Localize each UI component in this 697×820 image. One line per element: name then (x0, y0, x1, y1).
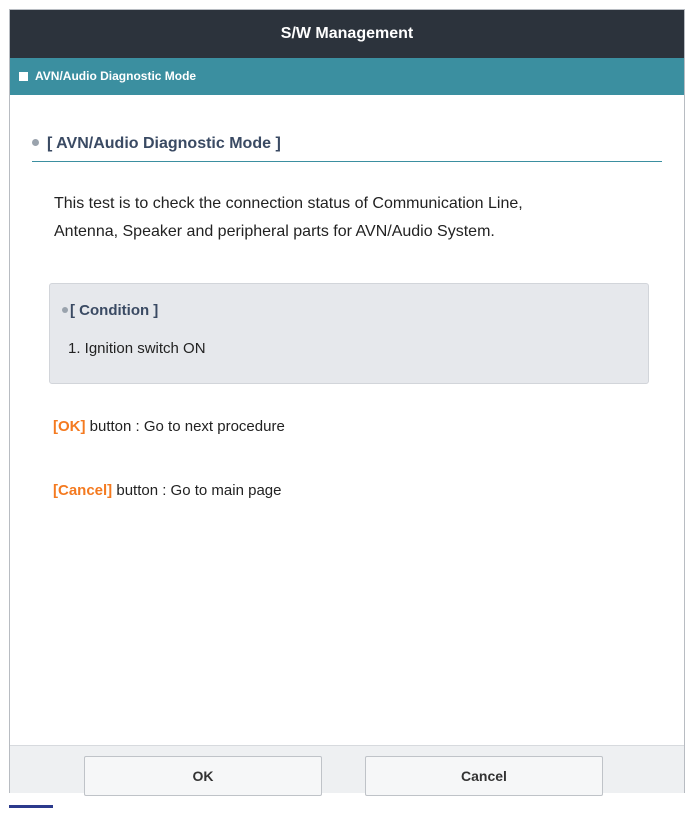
button-bar (10, 745, 684, 793)
condition-box (49, 283, 649, 384)
mode-header (10, 58, 684, 95)
section-heading (32, 135, 662, 153)
cancel-key-label: [Cancel] (53, 482, 113, 499)
square-bullet-icon (19, 72, 28, 81)
mode-header-label: AVN/Audio Diagnostic Mode (35, 69, 197, 83)
bullet-icon (32, 139, 39, 146)
condition-heading-label: [ Condition ] (70, 302, 159, 319)
cancel-hint (53, 482, 281, 499)
window-title: S/W Management (10, 10, 684, 58)
section-heading-label: [ AVN/Audio Diagnostic Mode ] (47, 135, 281, 152)
condition-heading (62, 302, 158, 319)
ok-button[interactable]: OK (84, 756, 322, 796)
cancel-hint-text: button : Go to main page (112, 482, 282, 499)
ok-hint (53, 418, 285, 435)
ok-key-label: [OK] (53, 418, 86, 435)
window-accent-strip (9, 805, 53, 808)
condition-item: 1. Ignition switch ON (68, 340, 206, 357)
description-text (54, 190, 664, 246)
description-line-2: Antenna, Speaker and peripheral parts for AVN/Audio System. (54, 223, 495, 240)
ok-hint-text: button : Go to next procedure (85, 418, 285, 435)
cancel-button[interactable]: Cancel (365, 756, 603, 796)
bullet-icon (62, 307, 68, 313)
dialog-window (9, 9, 685, 793)
section-divider (32, 161, 662, 162)
content-area (10, 95, 684, 745)
description-line-1: This test is to check the connection status of Communication Line, (54, 195, 523, 212)
